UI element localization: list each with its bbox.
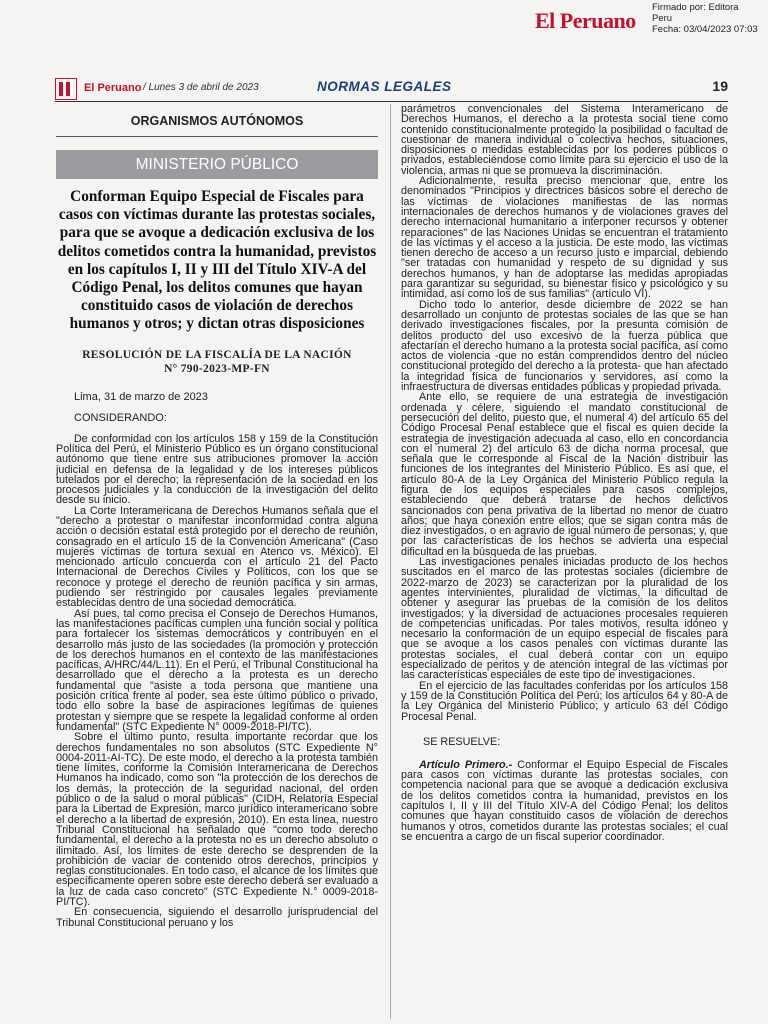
place-date: Lima, 31 de marzo de 2023 — [74, 390, 208, 403]
body-paragraph: Adicionalmente, resulta preciso mencionar que, entre los denominados "Principios y directrices básicos sobre el derecho de las víctimas de violaciones manifiestas de las normas internacionales de derechos humanos y de violaciones graves del derecho internacional humanitario a interponer recursos y obtener reparaciones" de las Naciones Unidas se encuentran el tratamiento de las víctimas y el acceso a la justicia. De este modo, las víctimas tienen derecho de acceso a un recurso justo e imparcial, debiendo "ser tratadas con humanidad y respeto de su dignidad y sus derechos humanos, y han de adoptarse las medidas apropiadas para garantizar su seguridad, su bienestar físico y psicológico y su intimidad, así como los de sus familias" (artículo VI). — [401, 175, 728, 301]
signature-line: Peru — [652, 13, 673, 24]
body-paragraph: En el ejercicio de las facultades conferidas por los artículos 158 y 159 de la Constitución Política del Perú; los artículos 64 y 80-A de la Ley Orgánica del Ministerio Público; y artículo 63 del Código Procesal Penal. — [401, 679, 728, 723]
resolution-number: N° 790-2023-MP-FN — [164, 362, 270, 375]
body-paragraph: Las investigaciones penales iniciadas producto de los hechos suscitados en el marco de las protestas sociales (diciembre de 2022-marzo de 2023) se caracterizan por la pluralidad de los agentes intervinientes, pluralidad de víctimas, la dificultad de obtener y asegurar las pruebas de la comisión de los delitos investigados; y la diversidad de actuaciones procesales requieren de competencias unificadas. Por tales motivos, resulta idóneo y necesario la conformación de un equipo especial de fiscales para que se avoque a los casos penales con víctimas durante las protestas sociales, el cual deberá contar con un equipo especializado de peritos y de atención integral de las víctimas por las características especiales de este tipo de investigaciones. — [401, 556, 728, 682]
right-column — [401, 104, 728, 1019]
issue-date: / Lunes 3 de abril de 2023 — [143, 82, 259, 93]
considerando-heading: CONSIDERANDO: — [74, 411, 167, 424]
body-paragraph: parámetros convencionales del Sistema Interamericano de Derechos Humanos, el derecho a la protesta social tiene como contenido constitucionalmente protegido la posibilidad o facultad de cuestionar de manera individual o colectiva hechos, situaciones, disposiciones o medidas establecidas por los poderes públicos o privados, estableciéndose como límite para su ejercicio el uso de la violencia, armas ni que se promueva la discriminación. — [401, 104, 728, 177]
body-paragraph: En consecuencia, siguiendo el desarrollo jurisprudencial del Tribunal Constitucional peruano y los — [56, 906, 378, 929]
signature-line: Firmado por: Editora — [652, 2, 739, 13]
body-paragraph: Así pues, tal como precisa el Consejo de Derechos Humanos, las manifestaciones pacíficas cumplen una función social y política para fortalecer los sistemas democráticos y contribuyen en el desarrollo más justo de las sociedades (la promoción y protección de los derechos humanos en el contexto de las manifestaciones pacíficas, A/HRC/44/L.11). En el Perú, el Tribunal Constitucional ha desarrollado que el derecho a la protesta es un derecho fundamental que "asiste a toda persona que mantiene una posición crítica frente al poder, sea este último público o privado, todo ello sobre la base de aspiraciones legítimas de quienes protestan y siempre que se respete la legalidad conforme al orden fundamental" (STC Expediente N° 0009-2018-PI/TC). — [56, 607, 378, 733]
digital-signature — [652, 2, 758, 35]
section-divider — [56, 136, 378, 137]
header-divider — [55, 101, 728, 102]
resuelve-heading: SE RESUELVE: — [423, 735, 501, 748]
newspaper-name: El Peruano — [84, 82, 142, 94]
body-paragraph: La Corte Interamericana de Derechos Humanos señala que el "derecho a protestar o manifestar inconformidad contra alguna acción o decisión estatal está protegido por el derecho de reunión, consagrado en el artículo 15 de la Convención Americana" (Caso mujeres víctimas de tortura sexual en Atenco vs. México). El mencionado artículo concuerda con el artículo 21 del Pacto Internacional de Derechos Civiles y Políticos, con los que se reconoce y protege el derecho de reunión pacífica y sin armas, pudiendo ser restringido por causales legales previamente establecidas dentro de una sociedad democrática. — [56, 504, 378, 610]
resolution-headline: Conforman Equipo Especial de Fiscales para casos con víctimas durante las protestas sociales, para que se avoque a dedicación exclusiva de los delitos cometidos contra la humanidad, previstos en los capítulos I, II y III del Título XIV-A del Código Penal, los delitos comunes que hayan constituido casos de violación de derechos humanos y otros; y dictan otras disposiciones — [57, 188, 377, 333]
article-paragraph — [401, 760, 728, 842]
section-title: NORMAS LEGALES — [317, 79, 452, 94]
body-paragraph: Ante ello, se requiere de una estrategia de investigación ordenada y célere, siguiendo el mandato constitucional de persecución del delito, puesto que, el numeral 4) del artículo 65 del Código Procesal Penal establece que el fiscal es quien decide la estrategia de investigación adecuada al caso, ello en concordancia con el numeral 2) del artículo 63 de dicha norma procesal, que señala que le corresponde al Fiscal de la Nación distribuir las funciones de los integrantes del Ministerio Público. Es así que, el artículo 80-A de la Ley Orgánica del Ministerio Público regula la figura de los equipos especiales para casos complejos, estableciendo que deberá tratarse de hechos delictivos sancionados con pena privativa de la libertad no menor de cuatro años; que haya conexión entre ellos; que se sigan contra más de diez investigados, o en agravio de igual número de personas; y, que por las características de los hechos se advierta una especial dificultad en la búsqueda de las pruebas. — [401, 391, 728, 558]
signature-line: Fecha: 03/04/2023 07:03 — [652, 24, 758, 35]
resolution-title — [56, 348, 378, 376]
page-number: 19 — [712, 78, 728, 94]
column-divider — [390, 104, 391, 1019]
signature-logo: El Peruano — [535, 8, 636, 33]
section-heading: ORGANISMOS AUTÓNOMOS — [130, 114, 304, 128]
ministry-banner: MINISTERIO PÚBLICO — [56, 150, 378, 179]
resolution-title-line: RESOLUCIÓN DE LA FISCALÍA DE LA NACIÓN — [82, 348, 352, 361]
body-paragraph: De conformidad con los artículos 158 y 159 de la Constitución Política del Perú, el Ministerio Público es un órgano constitucional autónomo que tiene entre sus atribuciones promover la acción judicial en defensa de la legalidad y de los intereses públicos tutelados por el derecho; la representación de la sociedad en los procesos judiciales y la conducción de la investigación del delito desde su inicio. — [56, 432, 378, 507]
article-label: Artículo Primero.- — [419, 758, 513, 771]
left-column — [56, 104, 378, 1019]
newspaper-emblem-icon — [55, 78, 77, 100]
body-paragraph: Sobre el último punto, resulta importante recordar que los derechos fundamentales no son absolutos (STC Expediente N° 0004-2011-AI-TC). De este modo, el derecho a la protesta también tiene límites, conforme la Comisión Interamericana de Derechos Humanos ha indicado, como son "la protección de los derechos de los demás, la protección de la seguridad nacional, del orden público o de la salud o moral públicas" (CIDH, Relatoría Especial para la Libertad de Expresión, marco jurídico interamericano sobre el derecho a la libertad de expresión, 2010). En esta línea, nuestro Tribunal Constitucional ha señalado que "como todo derecho fundamental, el derecho a la protesta no es un derecho absoluto o ilimitado. Así, los límites de este derecho se desprenden de la prohibición de vaciar de contenido otros derechos, principios y reglas constitucionales. En todo caso, el alcance de los límites que específicamente operen sobre este derecho deberá ser evaluado a la luz de cada caso concreto" (STC Expediente N.° 0009-2018-PI/TC). — [56, 731, 378, 908]
page-header — [55, 78, 728, 100]
article-text: Conformar el Equipo Especial de Fiscales para casos con víctimas durante las protestas sociales, con competencia nacional para que se avoque a dedicación exclusiva de los delitos cometidos contra la humanidad, previstos en los capítulos I, II y III del Título XIV-A del Código Penal; los delitos comunes que hayan constituido casos de violación de derechos humanos y otros, cometidos durante las protestas sociales; el cual se encuentra a cargo de un fiscal superior coordinador. — [401, 758, 728, 843]
body-paragraph: Dicho todo lo anterior, desde diciembre de 2022 se han desarrollado un conjunto de protestas sociales de las que se han derivado investigaciones fiscales, por la presunta comisión de delitos producto del uso excesivo de la fuerza pública que afectarían el derecho humano a la protesta social pacífica, así como actos de violencia -que no están comprendidos dentro del núcleo constitucional protegido del derecho a la protesta- que han afectado la integridad física de funcionarios y servidores, así como la infraestructura de diversas entidades públicas y propiedad privada. — [401, 298, 728, 394]
